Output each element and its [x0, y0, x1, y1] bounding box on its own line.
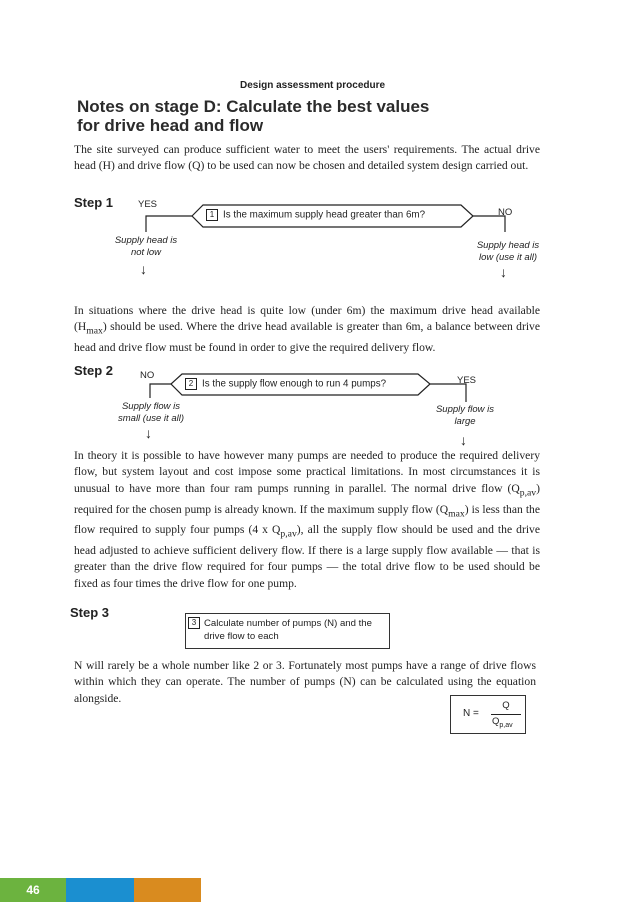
- step2-question: [185, 378, 386, 390]
- step2-question-text: Is the supply flow enough to run 4 pumps?: [202, 378, 387, 390]
- equation-fraction-line: [491, 714, 521, 715]
- para2-sub-3: p,av: [280, 528, 297, 540]
- intro-paragraph: The site surveyed can produce sufficient water to meet the users' requirements. The actual drive head (H) and drive flow (Q) to be used can now be chosen and detailed system design carried out.: [74, 143, 540, 173]
- step2-right-outcome: [420, 404, 510, 427]
- para2-text-2: ) required for the chosen pump is already known. If the maximum supply flow (Q: [74, 481, 540, 516]
- para1-text-a: In situations where the drive head is quite low (under 6m) the maximum drive head available (H: [74, 304, 540, 334]
- step2-right-line1: Supply flow is: [435, 404, 495, 415]
- step3-text-line1: Calculate number of pumps (N) and the: [204, 618, 372, 629]
- step1-label: Step 1: [74, 195, 114, 210]
- running-header: Design assessment procedure: [240, 80, 386, 91]
- step2-right-line2: large: [454, 415, 476, 427]
- para1-subscript: max: [86, 325, 103, 337]
- step2-left-outcome: [100, 401, 202, 424]
- para2-sub-1: p,av: [519, 487, 537, 499]
- paragraph-pump-limits: [74, 448, 540, 592]
- step2-left-line2: small (use it all): [118, 412, 184, 424]
- step1-left-line1: Supply head is: [114, 235, 178, 246]
- equation-numerator: Q: [502, 700, 510, 711]
- para1-text-b: ) should be used. Where the drive head available is greater than 6m, a balance between drive head and drive flow must be found in order to give the required delivery flow.: [74, 320, 540, 355]
- step2-no: NO: [140, 370, 155, 381]
- equation-denominator-q: Q: [492, 716, 500, 727]
- paragraph-number-of-pumps: N will rarely be a whole number like 2 or 3. Fortunately most pumps have a range of drive flows within which they can operate. The number of pumps (N) can be calculated using the equation alongside.: [74, 659, 536, 705]
- step2-label: Step 2: [74, 363, 114, 378]
- step2-number-box: 2: [185, 378, 197, 390]
- step1-right-line1: Supply head is: [476, 240, 540, 251]
- section-title-line1: Notes on stage D: Calculate the best values: [77, 97, 430, 116]
- para2-text-1: In theory it is possible to have however many pumps are needed to produce the required delivery flow, but system layout and cost impose some practical limitations. In most circumstances it is unusual to have more than four ram pumps running in parallel. The normal drive flow (Q: [74, 449, 540, 495]
- step1-left-line2: not low: [130, 246, 162, 258]
- equation-denominator: [492, 716, 513, 729]
- para2-sub-2: max: [448, 507, 465, 519]
- step3-label: Step 3: [70, 605, 110, 620]
- section-title-line2: for drive head and flow: [77, 116, 264, 135]
- para2-text-3: ) is less than the flow required to supply four pumps (4 x Q: [74, 502, 541, 537]
- step1-no: NO: [498, 207, 513, 218]
- page-number: 46: [26, 883, 40, 897]
- step2-right-arrow-icon: ↓: [460, 432, 467, 448]
- step1-question-text: Is the maximum supply head greater than 6m?: [223, 209, 426, 221]
- equation-box: [450, 695, 526, 734]
- step1-yes: YES: [138, 199, 158, 210]
- step2-left-arrow-icon: ↓: [145, 425, 152, 441]
- step1-number-box: 1: [206, 209, 218, 221]
- step2-left-line1: Supply flow is: [121, 401, 181, 412]
- step1-right-line2: low (use it all): [478, 251, 538, 263]
- step3-text-line2: drive flow to each: [204, 631, 279, 642]
- equation-denominator-sub: p,av: [499, 721, 513, 729]
- para2-text-4: ), all the supply flow should be used and the drive head adjusted to achieve sufficient delivery flow. If there is a large supply flow available — that is greater than the drive flow required for four pumps — the total drive flow to be used should be fixed as four times the drive flow for one pump.: [74, 523, 540, 590]
- footer-orange-bar: [134, 878, 201, 902]
- step1-left-arrow-icon: ↓: [140, 261, 147, 277]
- step2-yes: YES: [457, 375, 477, 386]
- step1-right-arrow-icon: ↓: [500, 264, 507, 280]
- equation-lhs: N =: [463, 708, 479, 719]
- step3-number-box: 3: [188, 617, 200, 629]
- footer-blue-bar: [66, 878, 134, 902]
- step3-box: [185, 613, 390, 649]
